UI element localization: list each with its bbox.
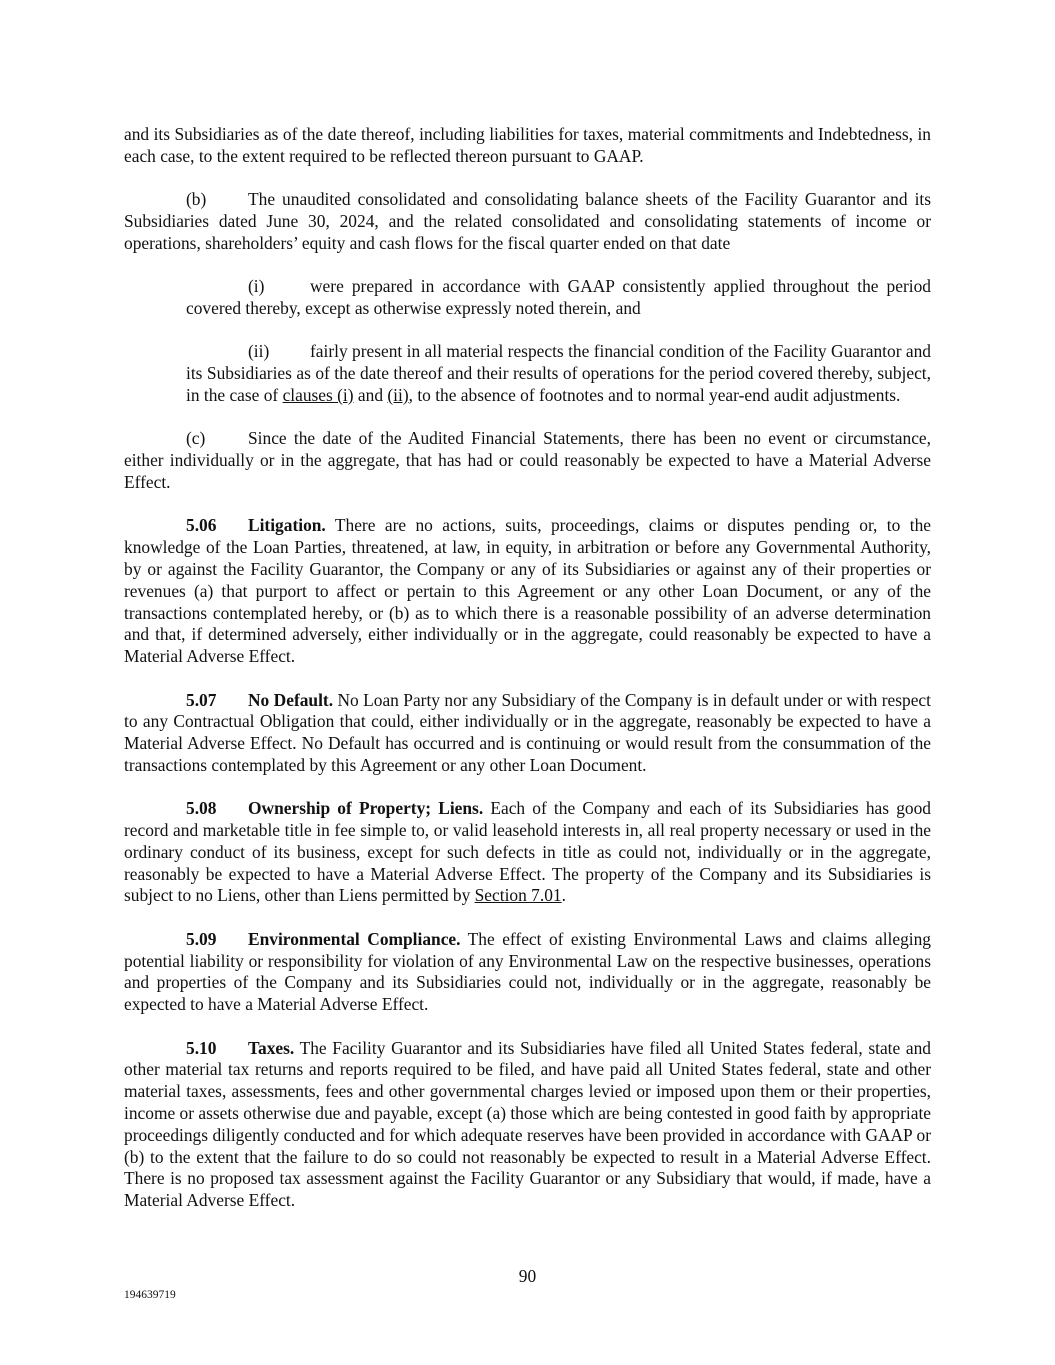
clause-text: The unaudited consolidated and consolidating balance sheets of the Facility Guarantor and its Subsidiaries dated June 30, 2024, and the related consolidated and consolidating statements of income or operations, shareholders’ equity and cash flows for the fiscal quarter ended on that date bbox=[124, 189, 931, 253]
clause-label: (c) bbox=[186, 428, 206, 449]
subclause-label: (i) bbox=[248, 276, 265, 297]
section-text-end: . bbox=[561, 885, 566, 906]
section-title: Taxes. bbox=[248, 1037, 295, 1058]
section-number: 5.06 bbox=[186, 515, 217, 536]
section-number: 5.09 bbox=[186, 928, 217, 949]
subclause-label: (ii) bbox=[248, 341, 270, 362]
section-text: There are no actions, suits, proceedings, claims or disputes pending or, to the knowledge of the Loan Parties, threatened, at law, in equity, in arbitration or before any Governmental Authority, by or against the Facility Guarantor, the Company or any of its Subsidiaries or against any of their properties or revenues (a) that purport to affect or pertain to this Agreement or any other Loan Document, or any of the transactions contemplated hereby, or (b) as to which there is a reasonable possibility of an adverse determination and that, if determined adversely, either individually or in the aggregate, could reasonably be expected to have a Material Adverse Effect. bbox=[124, 515, 931, 667]
document-body bbox=[124, 124, 931, 1234]
subclause-text: were prepared in accordance with GAAP consistently applied throughout the period covered thereby, except as otherwise expressly noted therein, and bbox=[186, 276, 931, 318]
subclause-text: fairly present in all material respects the financial condition of the Facility Guarantor and its Subsidiaries as of the date thereof and their results of operations for the period covered thereby, subject, in the case of bbox=[186, 341, 931, 405]
section-title: Ownership of Property; Liens. bbox=[248, 798, 484, 819]
section-text: Each of the Company and each of its Subsidiaries has good record and marketable title in fee simple to, or valid leasehold interests in, all real property necessary or used in the ordinary conduct of its business, except for such defects in title as could not, individually or in the aggregate, reasonably be expected to have a Material Adverse Effect. The property of the Company and its Subsidiaries is subject to no Liens, other than Liens permitted by bbox=[124, 798, 931, 906]
clause-b bbox=[124, 189, 931, 254]
section-number: 5.07 bbox=[186, 689, 217, 710]
section-5-10 bbox=[124, 1038, 931, 1212]
subclause-ii bbox=[186, 341, 931, 406]
section-5-07 bbox=[124, 690, 931, 777]
subclause-text: and bbox=[353, 384, 388, 405]
section-text: The effect of existing Environmental Laws and claims alleging potential liability or responsibility for violation of any Environmental Law on the respective businesses, operations and properties of the Company and its Subsidiaries could not, individually or in the aggregate, reasonably be expected to have a Material Adverse Effect. bbox=[124, 928, 931, 1015]
section-5-08 bbox=[124, 798, 931, 907]
section-text: No Loan Party nor any Subsidiary of the Company is in default under or with respect to any Contractual Obligation that could, either individually or in the aggregate, reasonably be expected to have a Material Adverse Effect. No Default has occurred and is continuing or would result from the consummation of the transactions contemplated by this Agreement or any other Loan Document. bbox=[124, 689, 931, 775]
section-text: The Facility Guarantor and its Subsidiaries have filed all United States federal, state and other material tax returns and reports required to be filed, and have paid all United States federal, state and other material taxes, assessments, fees and other governmental charges levied or imposed upon them or their properties, income or assets otherwise due and payable, except (a) those which are being contested in good faith by appropriate proceedings diligently conducted and for which adequate reserves have been provided in accordance with GAAP or (b) to the extent that the failure to do so could not reasonably be expected to result in a Material Adverse Effect. There is no proposed tax assessment against the Facility Guarantor or any Subsidiary that would, if made, have a Material Adverse Effect. bbox=[124, 1037, 931, 1211]
clauses-i-reference: clauses (i) bbox=[282, 384, 354, 405]
section-5-09 bbox=[124, 929, 931, 1016]
section-number: 5.08 bbox=[186, 798, 217, 819]
section-number: 5.10 bbox=[186, 1037, 217, 1058]
section-title: No Default. bbox=[248, 689, 334, 710]
section-title: Litigation. bbox=[248, 515, 326, 536]
section-7-01-reference: Section 7.01 bbox=[474, 885, 562, 906]
clause-c bbox=[124, 428, 931, 493]
subclause-i bbox=[186, 276, 931, 320]
document-id: 194639719 bbox=[124, 1289, 176, 1301]
page-number: 90 bbox=[518, 1266, 537, 1286]
clause-text: Since the date of the Audited Financial Statements, there has been no event or circumstance, either individually or in the aggregate, that has had or could reasonably be expected to have a Material Adverse Effect. bbox=[124, 428, 931, 492]
section-title: Environmental Compliance. bbox=[248, 928, 461, 949]
clause-ii-reference: (ii) bbox=[387, 384, 409, 405]
clause-label: (b) bbox=[186, 189, 207, 210]
subclause-text: , to the absence of footnotes and to normal year-end audit adjustments. bbox=[408, 384, 901, 405]
paragraph-text: and its Subsidiaries as of the date thereof, including liabilities for taxes, material commitments and Indebtedness, in each case, to the extent required to be reflected thereon pursuant to GAAP. bbox=[124, 124, 931, 166]
section-5-06 bbox=[124, 515, 931, 668]
continued-paragraph bbox=[124, 124, 931, 168]
